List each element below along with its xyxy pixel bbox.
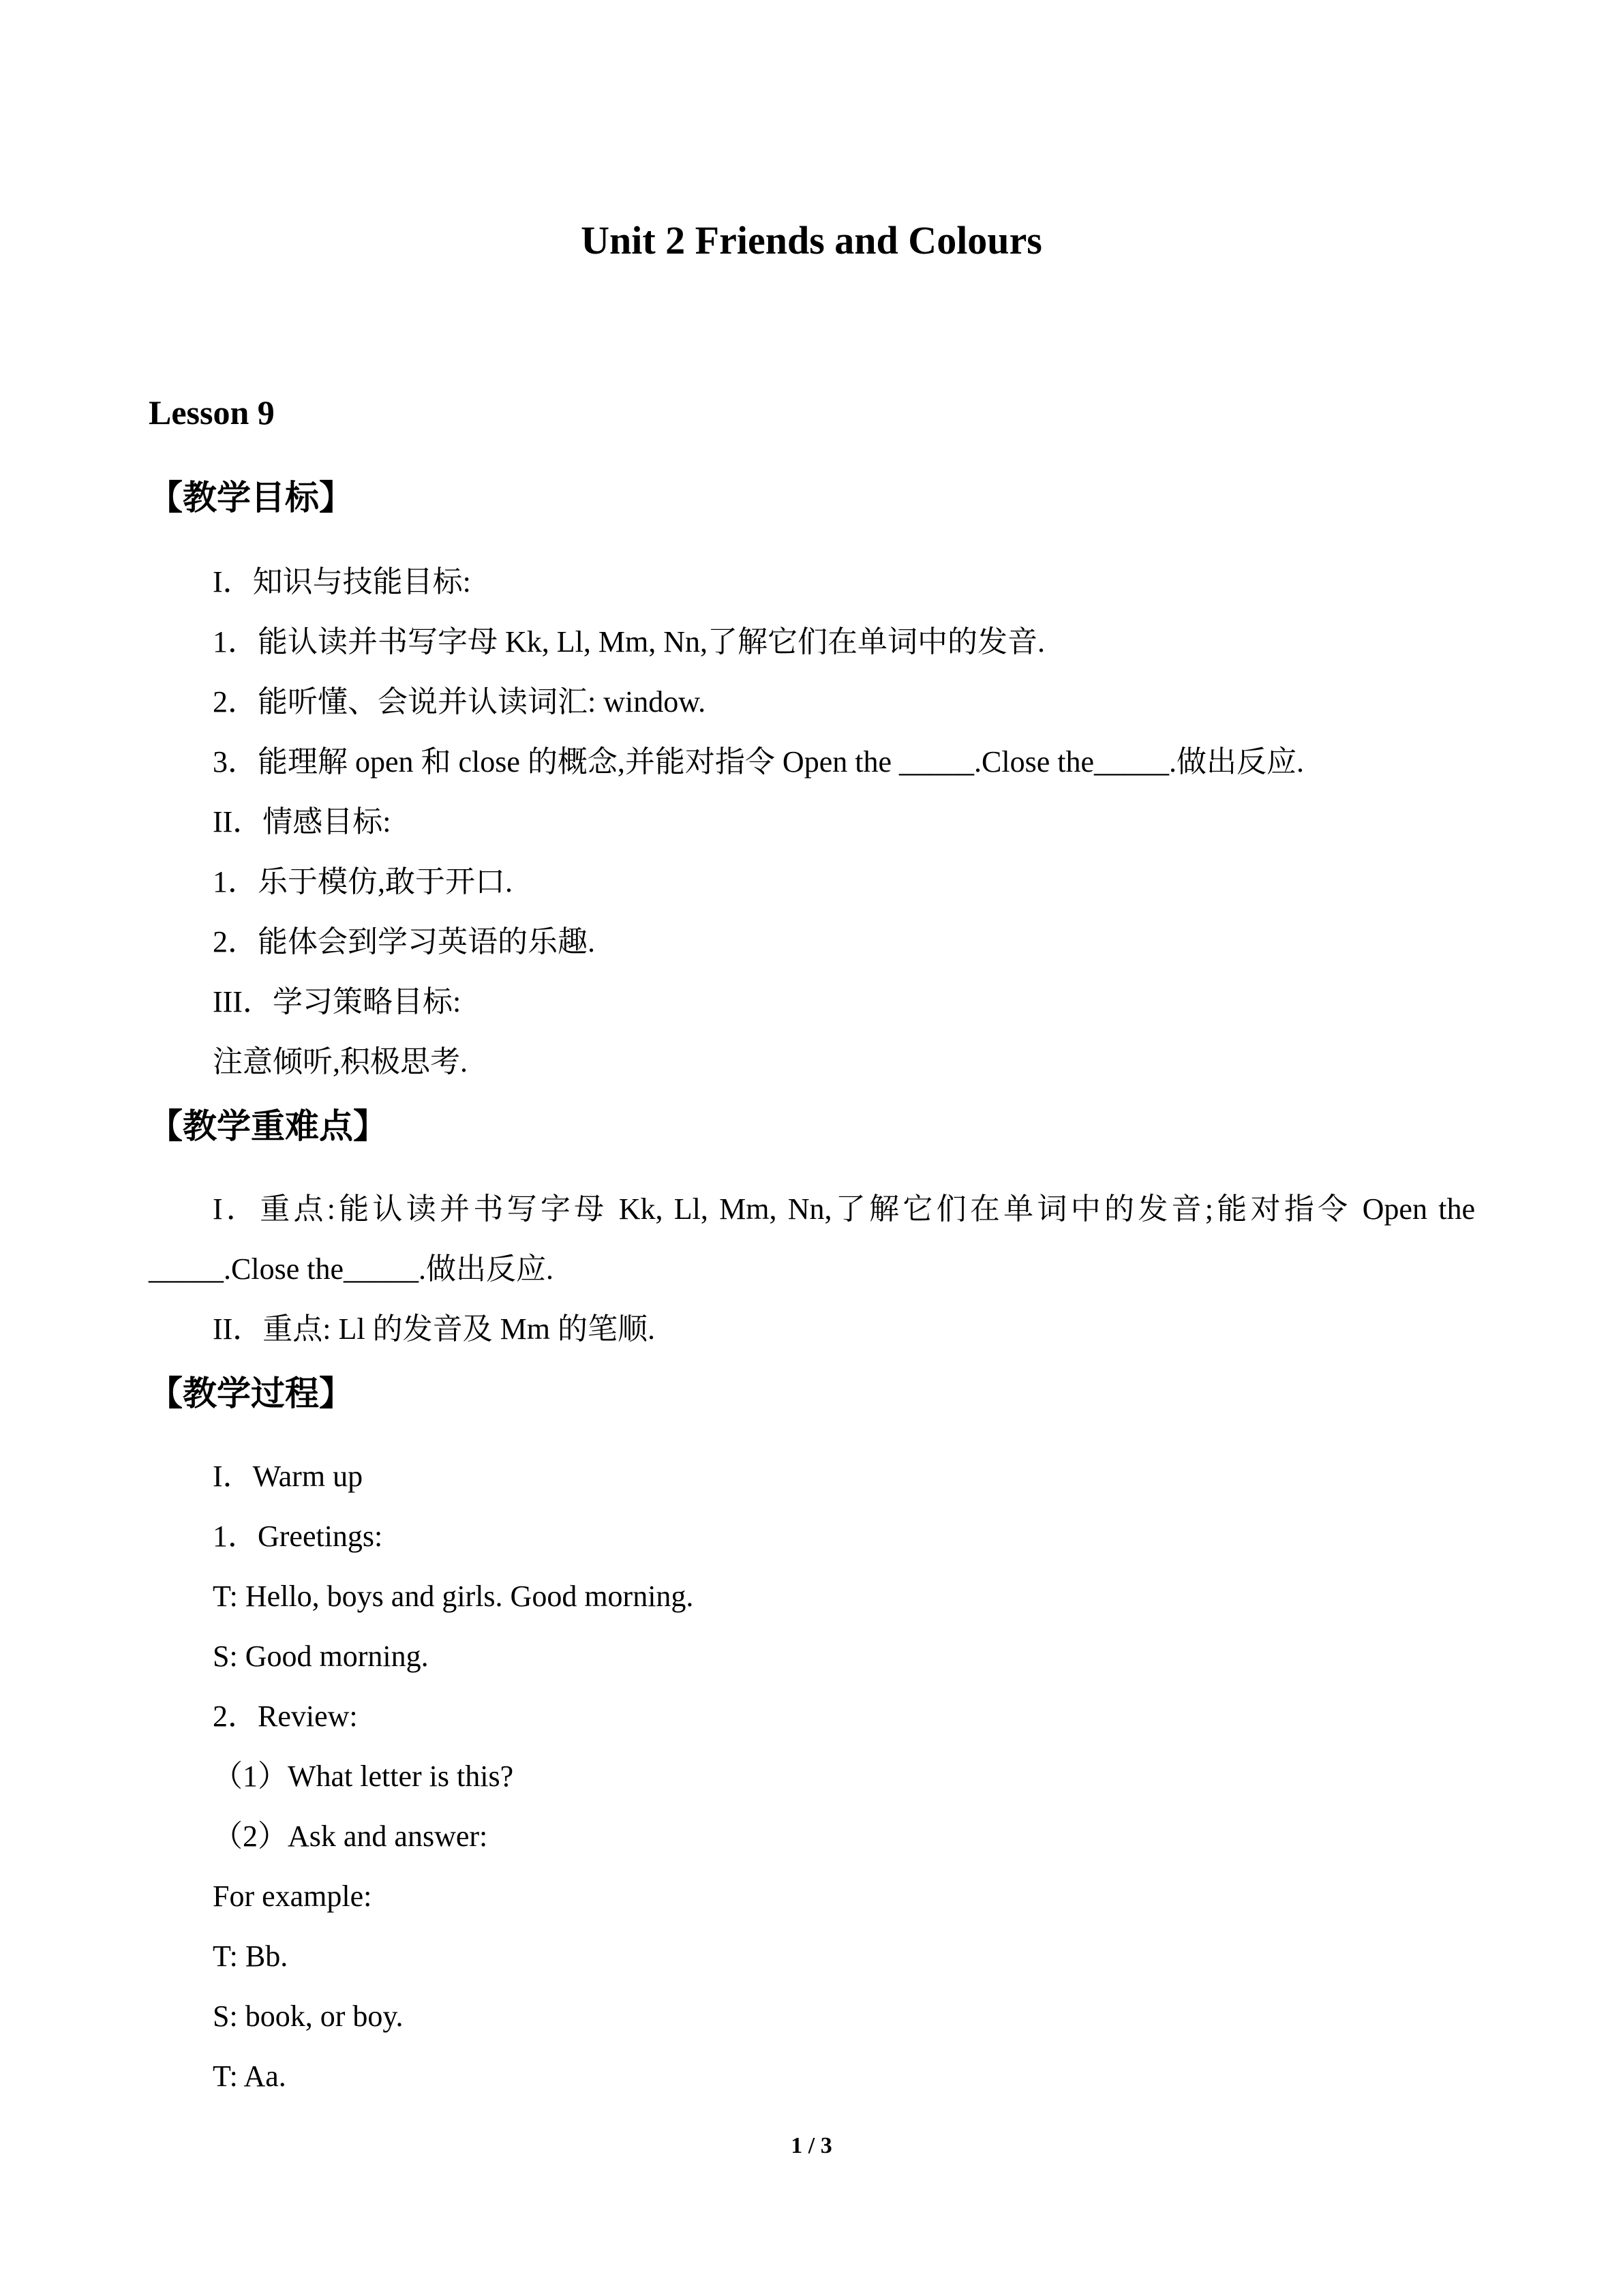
key-point-line: I．重点:能认读并书写字母 Kk, Ll, Mm, Nn,了解它们在单词中的发音;能对指令 Open the	[213, 1192, 1475, 1226]
objective-line: 2．能听懂、会说并认读词汇: window.	[213, 685, 706, 719]
process-line: I．Warm up	[213, 1460, 363, 1493]
objective-line: 3．能理解 open 和 close 的概念,并能对指令 Open the _____.Close the_____.做出反应.	[213, 745, 1304, 779]
process-line: S: book, or boy.	[213, 1999, 404, 2033]
process-line: T: Bb.	[213, 1939, 288, 1973]
process-line: 2．Review:	[213, 1700, 358, 1733]
page-number: 1 / 3	[791, 2133, 832, 2158]
section-heading-objectives: 【教学目标】	[149, 478, 353, 517]
section-heading-process: 【教学过程】	[149, 1374, 353, 1413]
document-title: Unit 2 Friends and Colours	[581, 218, 1042, 262]
objective-line: 1．乐于模仿,敢于开口.	[213, 865, 513, 898]
key-point-line-continued: _____.Close the_____.做出反应.	[149, 1252, 553, 1286]
objective-line: 1．能认读并书写字母 Kk, Ll, Mm, Nn,了解它们在单词中的发音.	[213, 625, 1045, 659]
process-line: T: Hello, boys and girls. Good morning.	[213, 1580, 694, 1613]
objective-line: 2．能体会到学习英语的乐趣.	[213, 925, 595, 958]
process-line: T: Aa.	[213, 2059, 286, 2093]
key-point-line: II．重点: Ll 的发音及 Mm 的笔顺.	[213, 1312, 655, 1346]
process-line: （2）Ask and answer:	[213, 1819, 488, 1853]
section-heading-key-points: 【教学重难点】	[149, 1106, 387, 1146]
process-line: S: Good morning.	[213, 1640, 429, 1673]
objective-line: I．知识与技能目标:	[213, 565, 471, 599]
process-line: （1）What letter is this?	[213, 1759, 514, 1793]
objective-line: II．情感目标:	[213, 805, 391, 839]
process-line: For example:	[213, 1879, 372, 1913]
objective-line: 注意倾听,积极思考.	[213, 1045, 468, 1078]
lesson-heading: Lesson 9	[149, 393, 275, 432]
process-line: 1．Greetings:	[213, 1520, 383, 1553]
objective-line: III．学习策略目标:	[213, 985, 461, 1018]
